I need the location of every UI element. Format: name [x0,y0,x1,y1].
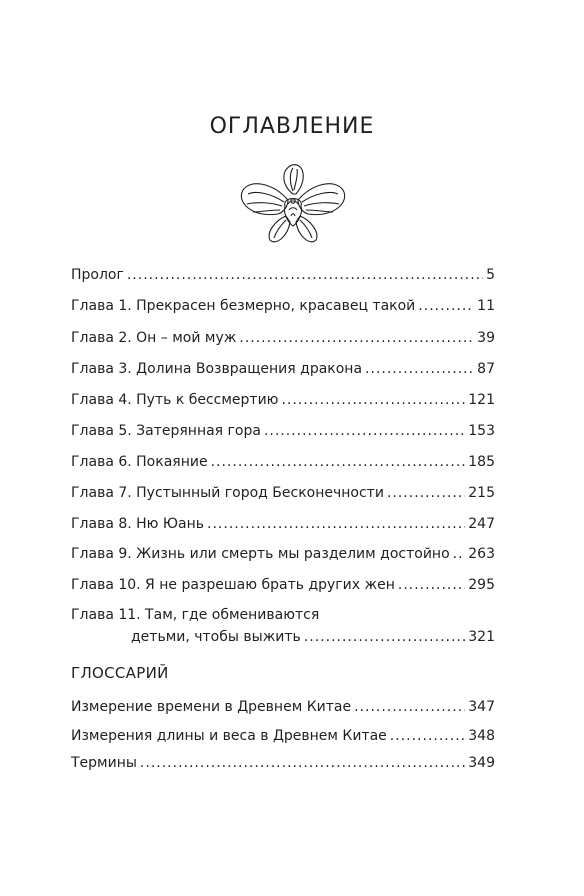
toc-entry[interactable] [71,360,495,378]
toc-entry-title: Глава 8. Ню Юань [71,516,205,532]
toc-entry[interactable] [71,297,495,315]
toc-entry[interactable] [71,266,495,284]
glossary-entry[interactable] [71,698,495,716]
dot-leader [354,698,465,716]
glossary-entry-page: 347 [468,699,495,715]
toc-entry[interactable] [71,391,495,409]
toc-entry-title: Глава 10. Я не разрешаю брать других жен [71,577,395,593]
toc-entry-title: детьми, чтобы выжить [131,629,301,645]
dot-leader [398,576,465,594]
glossary-entry-title: Термины [71,755,137,771]
toc-entry-page: 153 [468,423,495,439]
toc-entry-page: 39 [477,330,495,346]
toc-entry-title: Глава 5. Затерянная гора [71,423,261,439]
dot-leader [207,515,465,533]
toc-entry-title: Глава 11. Там, где обмениваются [71,607,320,623]
toc-entry-page: 247 [468,516,495,532]
toc-entry[interactable] [71,422,495,440]
toc-entry-continuation [131,628,495,646]
toc-entry-page: 11 [477,298,495,314]
toc-entry-title: Глава 2. Он – мой муж [71,330,237,346]
dot-leader [365,360,474,378]
dot-leader [140,754,465,772]
glossary-entry[interactable] [71,727,495,745]
toc-entry[interactable] [71,484,495,502]
dot-leader [239,329,474,347]
toc-entry-page: 295 [468,577,495,593]
toc-entry-page: 121 [468,392,495,408]
toc-entry[interactable] [71,576,495,594]
dot-leader [387,484,465,502]
glossary-entry-page: 348 [468,728,495,744]
glossary-entry-page: 349 [468,755,495,771]
toc-entry-title: Глава 6. Покаяние [71,454,208,470]
toc-entry-title: Глава 3. Долина Возвращения дракона [71,361,363,377]
dot-leader [211,453,466,471]
toc-entry-page: 215 [468,485,495,501]
toc-entry-title: Глава 9. Жизнь или смерть мы разделим достойно [71,546,450,562]
toc-entry-title: Глава 4. Путь к бессмертию [71,392,279,408]
toc-entry-page: 5 [486,267,495,283]
toc-entry[interactable] [71,453,495,471]
toc-entry-page: 87 [477,361,495,377]
toc-entry-page: 185 [468,454,495,470]
dot-leader [264,422,465,440]
glossary-heading: ГЛОССАРИЙ [71,664,169,682]
glossary-entry[interactable] [71,754,495,772]
toc-entry[interactable] [71,329,495,347]
dot-leader [281,391,465,409]
toc-entry-title: Глава 7. Пустынный город Бесконечности [71,485,384,501]
dot-leader [390,727,465,745]
orchid-flower-icon [234,160,352,246]
glossary-entry-title: Измерение времени в Древнем Китае [71,699,352,715]
toc-entry[interactable] [71,515,495,533]
toc-entry-title: Глава 1. Прекрасен безмерно, красавец такой [71,298,416,314]
dot-leader [453,545,466,563]
toc-entry-title: Пролог [71,267,124,283]
dot-leader [418,297,474,315]
page-title: ОГЛАВЛЕНИЕ [209,114,375,139]
glossary-entry-title: Измерения длины и веса в Древнем Китае [71,728,387,744]
toc-entry[interactable] [71,545,495,563]
toc-entry-page: 263 [468,546,495,562]
toc-entry-page: 321 [468,629,495,645]
dot-leader [127,266,483,284]
dot-leader [304,628,465,646]
